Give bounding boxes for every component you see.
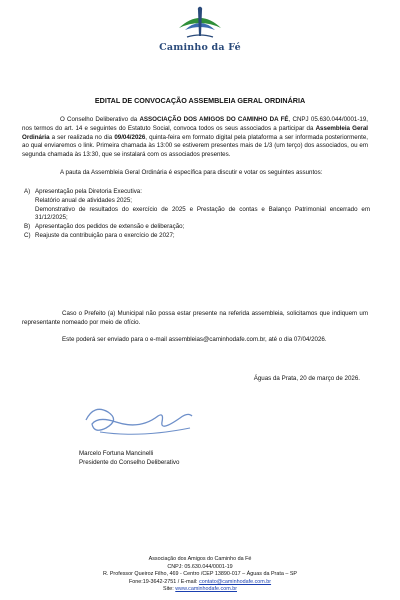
agenda-item: B) Apresentação dos pedidos de extensão e deliberação; [24,223,185,231]
agenda-item: C) Reajuste da contribuição para o exercício de 2027; [24,231,175,239]
convocation-paragraph: O Conselho Deliberativo da ASSOCIAÇÃO DOS AMIGOS DO CAMINHO DA FÉ, CNPJ 05.630.044/0001-19, nos termos do art. 14 e seguintes do Estatuto Social, convoca todos os seus associados a participar da Assembleia Geral Ordinária a ser realizada no dia 09/04/2026, quinta-feira em formato digital pela plataforma a ser informada posteriormente, ao qual enviaremos o link. Primeira chamada às 13:00 se estiverem presentes mais de 1/3 (um terço) dos associados, ou em segunda chamada às 13:30, que se instalará com os associados presentes. [22,116,368,159]
signer-block [79,449,179,467]
footer-address: R. Professor Queiroz Filho, 469 - Centro /CEP 13890-017 – Águas da Prata – SP [102,571,298,578]
caminho-da-fe-logo [150,6,250,58]
pilgrim-logo-icon [177,6,223,40]
agenda-list [24,188,370,241]
agenda-item: A) Apresentação pela Diretoria Executiva: Relatório anual de atividades 2025; Demonstrativo de resultados do exercício de 2025 e Prestação de contas e Balanço Patrimonial encerrado em 31/12/2025; [24,188,370,222]
document-date: Águas da Prata, 20 de março de 2026. [253,375,360,382]
mayor-representative-paragraph: Caso o Prefeito (a) Municipal não possa estar presente na referida assembleia, solicitamos que indiquem um representante nomeado por meio de ofício. [22,310,368,326]
website-link[interactable]: www.caminhodafe.com.br [175,586,237,593]
agenda-intro: A pauta da Assembleia Geral Ordinária é específica para discutir e votar os seguintes assuntos: [60,169,323,176]
footer-org: Associação dos Amigos do Caminho da Fé [148,556,252,562]
footer-contact: Fone:19-3642-2751 / E-mail: contato@caminhodafe.com.br [128,578,272,585]
logo-text: Caminho da Fé [159,42,241,53]
email-paragraph: Este poderá ser enviado para o e-mail assembleias@caminhodafe.com.br, até o dia 07/04/2026. [62,336,327,343]
footer [0,556,400,594]
footer-cnpj: CNPJ: 05.630.044/0001-19 [167,563,233,570]
footer-site: Site: www.caminhodafe.com.br [162,586,237,593]
contact-email-link[interactable]: contato@caminhodafe.com.br [199,578,272,585]
signer-name: Marcelo Fortuna Mancinelli [79,450,154,457]
signer-role: Presidente do Conselho Deliberativo [79,459,180,466]
handwritten-signature [80,398,200,451]
document-title: EDITAL DE CONVOCAÇÃO ASSEMBLEIA GERAL ORDINÁRIA [94,96,306,105]
